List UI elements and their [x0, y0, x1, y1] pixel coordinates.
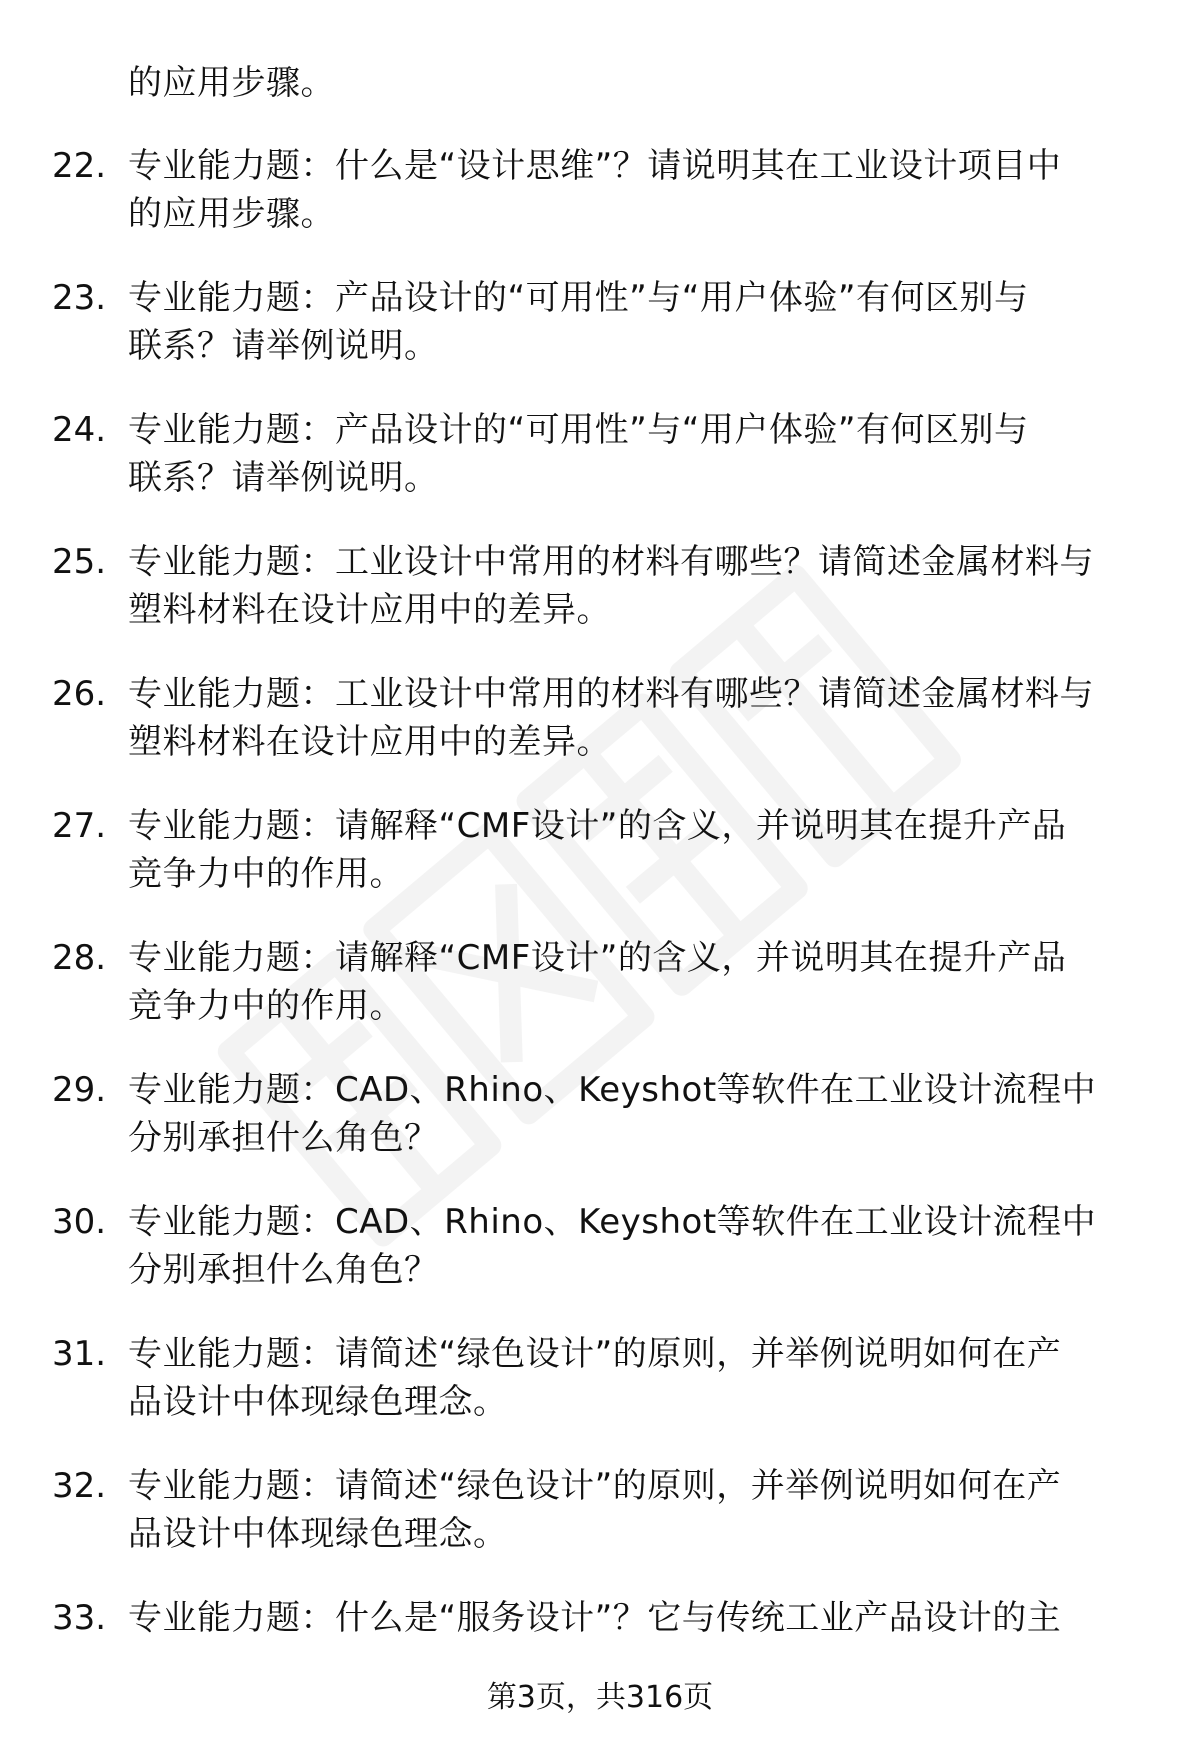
question-text-line: 联系？请举例说明。: [128, 326, 439, 366]
question-text-line: 专业能力题：产品设计的“可用性”与“用户体验”有何区别与: [128, 278, 1029, 318]
question-item: [0, 273, 1200, 405]
question-number: 31.: [52, 1334, 107, 1374]
question-text-line: 的应用步骤。: [128, 194, 335, 234]
question-number: 32.: [52, 1466, 107, 1506]
question-text-line: 专业能力题：请解释“CMF设计”的含义，并说明其在提升产品: [128, 806, 1067, 846]
question-text-line: 专业能力题：请简述“绿色设计”的原则，并举例说明如何在产: [128, 1466, 1062, 1506]
question-text-line: 品设计中体现绿色理念。: [128, 1382, 508, 1422]
question-number: 27.: [52, 806, 107, 846]
question-number: 25.: [52, 542, 107, 582]
question-item: [0, 537, 1200, 669]
page-number-footer: 第3页，共316页: [486, 1680, 714, 1715]
question-number: 22.: [52, 146, 107, 186]
question-item: [0, 405, 1200, 537]
question-item: [0, 1461, 1200, 1593]
question-text-line: 专业能力题：CAD、Rhino、Keyshot等软件在工业设计流程中: [128, 1070, 1097, 1110]
question-text-line: 竞争力中的作用。: [128, 854, 404, 894]
question-item: [0, 141, 1200, 273]
question-text-line: 专业能力题：工业设计中常用的材料有哪些？请简述金属材料与: [128, 674, 1094, 714]
question-text-line: 联系？请举例说明。: [128, 458, 439, 498]
question-text-line: 塑料材料在设计应用中的差异。: [128, 722, 611, 762]
question-number: 30.: [52, 1202, 107, 1242]
question-text-line: 专业能力题：产品设计的“可用性”与“用户体验”有何区别与: [128, 410, 1029, 450]
question-text-line: 专业能力题：CAD、Rhino、Keyshot等软件在工业设计流程中: [128, 1202, 1097, 1242]
question-item: [0, 801, 1200, 933]
question-number: 24.: [52, 410, 107, 450]
question-text-line: 专业能力题：什么是“设计思维”？请说明其在工业设计项目中: [128, 146, 1062, 186]
question-item: [0, 1065, 1200, 1197]
question-number: 26.: [52, 674, 107, 714]
question-item: [0, 669, 1200, 801]
question-number: 28.: [52, 938, 107, 978]
question-text-line: 专业能力题：请简述“绿色设计”的原则，并举例说明如何在产: [128, 1334, 1062, 1374]
question-text-line: 分别承担什么角色？: [128, 1118, 439, 1158]
question-text-line: 分别承担什么角色？: [128, 1250, 439, 1290]
question-list: [0, 141, 1200, 1725]
question-number: 33.: [52, 1598, 107, 1638]
question-text-line: 竞争力中的作用。: [128, 986, 404, 1026]
question-item: [0, 933, 1200, 1065]
question-number: 29.: [52, 1070, 107, 1110]
question-text-line: 品设计中体现绿色理念。: [128, 1514, 508, 1554]
question-item: [0, 1197, 1200, 1329]
question-number: 23.: [52, 278, 107, 318]
question-text-line: 塑料材料在设计应用中的差异。: [128, 590, 611, 630]
continuation-text: 的应用步骤。: [128, 63, 335, 103]
question-text-line: 专业能力题：什么是“服务设计”？它与传统工业产品设计的主: [128, 1598, 1062, 1638]
question-text-line: 专业能力题：请解释“CMF设计”的含义，并说明其在提升产品: [128, 938, 1067, 978]
question-text-line: 专业能力题：工业设计中常用的材料有哪些？请简述金属材料与: [128, 542, 1094, 582]
question-item: [0, 1329, 1200, 1461]
